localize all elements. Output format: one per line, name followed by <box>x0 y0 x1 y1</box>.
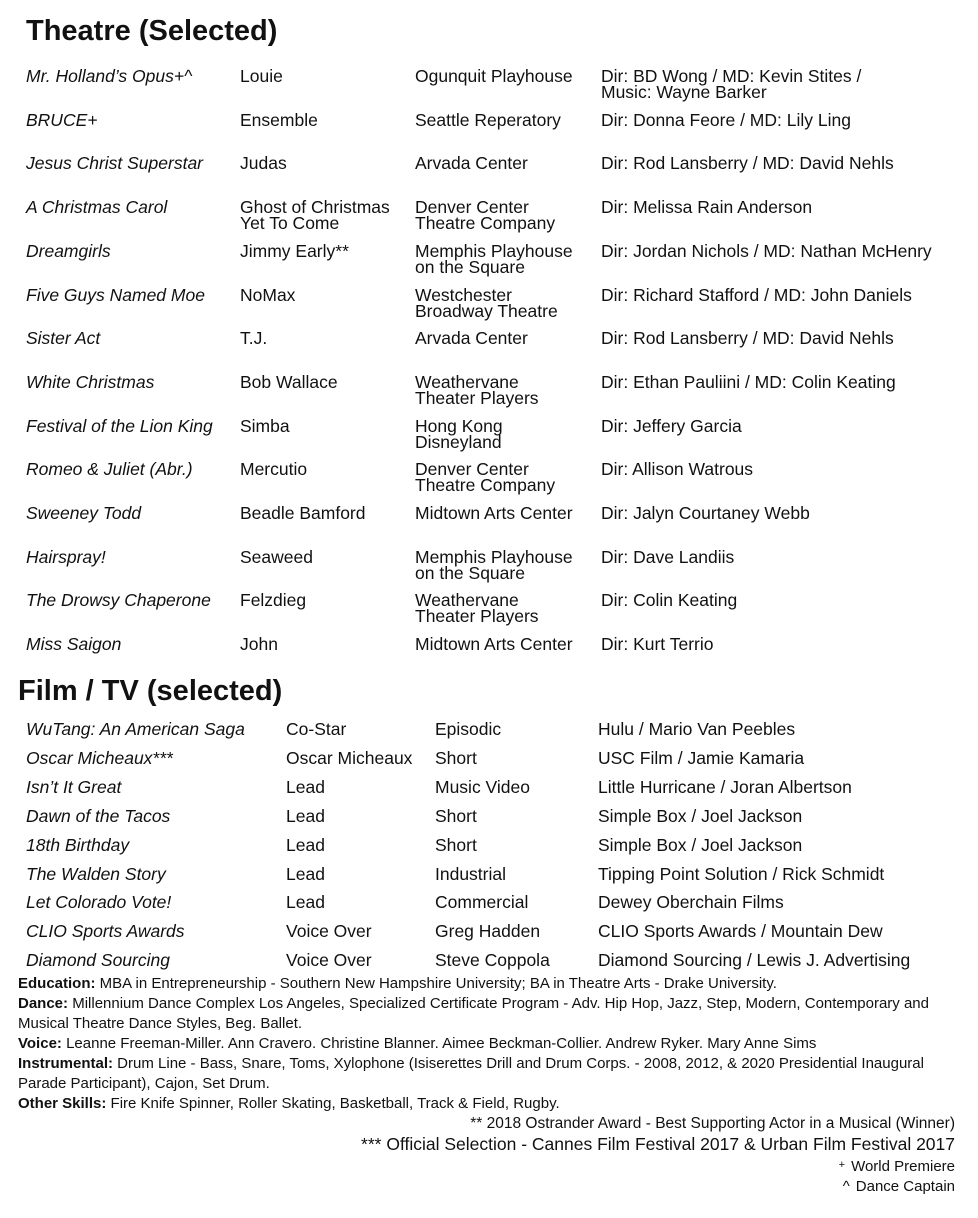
theatre-venue <box>415 590 595 627</box>
dance-captain-text: Dance Captain <box>855 1178 955 1195</box>
voice-line <box>18 1034 968 1054</box>
footnote-award: ** 2018 Ostrander Award - Best Supporting Actor in a Musical (Winner) <box>470 1115 955 1132</box>
theatre-credits <box>601 634 971 655</box>
instrumental-line <box>18 1054 968 1094</box>
theatre-credits-line: Dir: Allison Watrous <box>601 459 754 480</box>
film-type: Steve Coppola <box>435 950 550 971</box>
theatre-credits <box>601 153 971 174</box>
theatre-role <box>240 590 410 611</box>
theatre-show-title-line: Dreamgirls <box>26 240 111 261</box>
education-label: Education: <box>18 975 96 992</box>
theatre-show-title <box>26 505 141 521</box>
footnotes <box>361 1115 955 1197</box>
theatre-venue-line: on the Square <box>415 562 525 583</box>
theatre-venue-line: Midtown Arts Center <box>415 503 573 523</box>
education-line <box>18 974 968 994</box>
theatre-role-line: Beadle Bamford <box>240 503 366 523</box>
theatre-credits-line: Dir: Richard Stafford / MD: John Daniels <box>601 284 912 305</box>
film-role: Co-Star <box>286 719 347 739</box>
footnote-world-premiere <box>361 1155 955 1177</box>
theatre-credits-line: Dir: BD Wong / MD: Kevin Stites / <box>601 66 862 86</box>
world-premiere-text: World Premiere <box>851 1158 955 1175</box>
theatre-venue-line: Seattle Reperatory <box>415 109 561 130</box>
theatre-show-title-line: Miss Saigon <box>26 634 122 655</box>
film-type: Commercial <box>435 892 529 913</box>
theatre-credits <box>601 197 971 218</box>
theatre-credits <box>601 284 971 305</box>
theatre-show-title-line: Romeo & Juliet (Abr.) <box>26 459 193 480</box>
theatre-show-title-line: White Christmas <box>26 371 155 392</box>
theatre-venue <box>415 546 595 583</box>
film-type: Short <box>435 805 477 826</box>
theatre-show-title-line: Jesus Christ Superstar <box>26 153 204 174</box>
theatre-credits-line: Dir: Jordan Nichols / MD: Nathan McHenry <box>601 240 932 261</box>
instrumental-text: Drum Line - Bass, Snare, Toms, Xylophone (Isiserettes Drill and Drum Corps. - 2008, 2012, & 2020 Presidential Inaugural Parade Participant), Cajon, Set Drum. <box>18 1055 924 1092</box>
theatre-venue <box>415 505 595 521</box>
theatre-venue-line: Disneyland <box>415 431 502 452</box>
voice-label: Voice: <box>18 1035 62 1052</box>
theatre-show-title <box>26 590 211 611</box>
film-type: Greg Hadden <box>435 921 541 942</box>
film-credit: Little Hurricane / Joran Albertson <box>598 776 852 797</box>
theatre-credits <box>601 371 971 392</box>
theatre-venue-line: Weathervane <box>415 371 519 392</box>
film-credit: USC Film / Jamie Kamaria <box>598 747 805 768</box>
film-title: The Walden Story <box>26 863 166 884</box>
theatre-show-title-line: Mr. Holland’s Opus+^ <box>26 66 193 86</box>
theatre-show-title-line: Festival of the Lion King <box>26 415 213 436</box>
dance-text: Millennium Dance Complex Los Angeles, Specialized Certificate Program - Adv. Hip Hop, Jazz, Step, Modern, Contemporary and Musical Theatre Dance Styles, Beg. Ballet. <box>18 995 929 1032</box>
instrumental-label: Instrumental: <box>18 1055 114 1072</box>
theatre-venue-line: Denver Center <box>415 197 529 218</box>
theatre-role-line: Louie <box>240 66 283 86</box>
theatre-credits-line: Dir: Ethan Pauliini / MD: Colin Keating <box>601 371 896 392</box>
theatre-role-line: T.J. <box>240 328 268 349</box>
theatre-role <box>240 546 410 567</box>
theatre-show-title <box>26 415 213 436</box>
theatre-show-title-line: Five Guys Named Moe <box>26 284 205 305</box>
theatre-role-line: Bob Wallace <box>240 371 338 392</box>
theatre-role <box>240 240 410 261</box>
theatre-venue <box>415 328 595 349</box>
theatre-show-title <box>26 153 204 174</box>
theatre-role <box>240 328 410 349</box>
theatre-venue <box>415 371 595 408</box>
theatre-credits-line: Music: Wayne Barker <box>601 82 767 102</box>
theatre-credits <box>601 109 971 130</box>
theatre-show-title-line: Hairspray! <box>26 546 106 567</box>
theatre-role <box>240 197 410 234</box>
theatre-show-title <box>26 459 193 480</box>
theatre-show-title <box>26 634 122 655</box>
caret-symbol: ^ <box>842 1178 850 1195</box>
theatre-venue-line: on the Square <box>415 256 525 277</box>
theatre-role-line: NoMax <box>240 284 296 305</box>
theatre-venue <box>415 197 595 234</box>
film-title: Let Colorado Vote! <box>26 892 172 913</box>
film-title: Dawn of the Tacos <box>26 805 171 826</box>
theatre-credits-line: Dir: Rod Lansberry / MD: David Nehls <box>601 328 894 349</box>
film-title: Diamond Sourcing <box>26 950 170 971</box>
film-credit: Hulu / Mario Van Peebles <box>598 719 796 739</box>
theatre-venue-line: Westchester <box>415 284 512 305</box>
film-credit: Dewey Oberchain Films <box>598 892 784 913</box>
film-type: Episodic <box>435 719 502 739</box>
theatre-role-line: Simba <box>240 415 290 436</box>
theatre-show-title <box>26 197 168 218</box>
theatre-venue-line: Denver Center <box>415 459 529 480</box>
training-and-skills <box>18 974 968 1114</box>
theatre-venue-line: Arvada Center <box>415 328 528 349</box>
film-role: Lead <box>286 863 325 884</box>
film-title: CLIO Sports Awards <box>26 921 185 942</box>
theatre-role-line: John <box>240 634 278 655</box>
theatre-venue-line: Weathervane <box>415 590 519 611</box>
film-role: Oscar Micheaux <box>286 747 413 768</box>
theatre-venue-line: Theater Players <box>415 387 539 408</box>
theatre-venue-line: Theater Players <box>415 606 539 627</box>
theatre-show-title-line: The Drowsy Chaperone <box>26 590 211 611</box>
theatre-show-title <box>26 371 155 392</box>
film-type: Music Video <box>435 776 531 797</box>
theatre-credits <box>601 240 971 261</box>
film-title: 18th Birthday <box>26 834 130 855</box>
theatre-role <box>240 153 410 174</box>
film-type: Industrial <box>435 863 507 884</box>
theatre-venue-line: Ogunquit Playhouse <box>415 66 573 86</box>
theatre-venue-line: Theatre Company <box>415 213 556 234</box>
theatre-venue <box>415 240 595 277</box>
other-skills-text: Fire Knife Spinner, Roller Skating, Basketball, Track & Field, Rugby. <box>106 1095 560 1112</box>
theatre-role <box>240 284 410 305</box>
theatre-credits-line: Dir: Dave Landiis <box>601 546 735 567</box>
film-role: Lead <box>286 776 325 797</box>
theatre-show-title-line: Sister Act <box>26 328 101 349</box>
theatre-venue <box>415 415 595 452</box>
theatre-venue-line: Memphis Playhouse <box>415 240 573 261</box>
theatre-show-title-line: BRUCE+ <box>26 109 98 130</box>
film-type: Short <box>435 834 477 855</box>
theatre-venue <box>415 153 595 174</box>
film-role: Lead <box>286 805 325 826</box>
voice-text: Leanne Freeman-Miller. Ann Cravero. Christine Blanner. Aimee Beckman-Collier. Andrew Ryker. Mary Anne Sims <box>61 1035 817 1052</box>
theatre-credits-line: Dir: Jeffery Garcia <box>601 415 742 436</box>
theatre-role <box>240 505 410 521</box>
plus-symbol: + <box>838 1159 846 1171</box>
theatre-show-title <box>26 240 111 261</box>
theatre-venue <box>415 634 595 655</box>
theatre-show-title <box>26 328 101 349</box>
dance-label: Dance: <box>18 995 69 1012</box>
theatre-role-line: Felzdieg <box>240 590 307 611</box>
theatre-role <box>240 459 410 480</box>
theatre-role <box>240 371 410 392</box>
film-tv-section-heading: Film / TV (selected) <box>18 675 283 707</box>
other-skills-line <box>18 1094 968 1114</box>
theatre-role <box>240 415 410 436</box>
theatre-role <box>240 109 410 130</box>
theatre-venue <box>415 459 595 496</box>
theatre-section-heading: Theatre (Selected) <box>26 15 278 47</box>
film-role: Lead <box>286 892 325 913</box>
theatre-show-title <box>26 109 98 130</box>
footnote-dance-captain <box>361 1177 955 1197</box>
dance-line <box>18 994 968 1034</box>
theatre-credits-line: Dir: Colin Keating <box>601 590 738 611</box>
film-credit: Simple Box / Joel Jackson <box>598 805 803 826</box>
theatre-venue <box>415 109 595 130</box>
education-text: MBA in Entrepreneurship - Southern New Hampshire University; BA in Theatre Arts - Drake University. <box>95 975 777 992</box>
film-role: Voice Over <box>286 921 372 942</box>
theatre-credits <box>601 459 971 480</box>
theatre-venue-line: Midtown Arts Center <box>415 634 573 655</box>
theatre-credits <box>601 68 971 100</box>
theatre-show-title <box>26 546 106 567</box>
theatre-role-line: Jimmy Early** <box>240 240 349 261</box>
film-role: Voice Over <box>286 950 372 971</box>
film-title: Oscar Micheaux*** <box>26 747 173 768</box>
theatre-role-line: Ghost of Christmas <box>240 197 390 218</box>
theatre-show-title <box>26 284 205 305</box>
film-role: Lead <box>286 834 325 855</box>
theatre-role-line: Ensemble <box>240 109 318 130</box>
other-skills-label: Other Skills: <box>18 1095 107 1112</box>
theatre-venue-line: Hong Kong <box>415 415 503 436</box>
theatre-venue-line: Memphis Playhouse <box>415 546 573 567</box>
theatre-role-line: Judas <box>240 153 287 174</box>
theatre-role-line: Yet To Come <box>240 213 340 234</box>
theatre-credits-line: Dir: Donna Feore / MD: Lily Ling <box>601 109 851 130</box>
theatre-show-title-line: A Christmas Carol <box>26 197 168 218</box>
theatre-credits <box>601 328 971 349</box>
film-credit: Tipping Point Solution / Rick Schmidt <box>598 863 885 884</box>
theatre-show-title-line: Sweeney Todd <box>26 503 142 523</box>
theatre-show-title <box>26 68 192 84</box>
theatre-venue <box>415 68 595 84</box>
footnote-official-selection: *** Official Selection - Cannes Film Festival 2017 & Urban Film Festival 2017 <box>361 1134 955 1154</box>
theatre-credits <box>601 546 971 567</box>
film-credit: Simple Box / Joel Jackson <box>598 834 803 855</box>
theatre-venue-line: Theatre Company <box>415 475 556 496</box>
theatre-role <box>240 68 410 84</box>
theatre-credits-line: Dir: Jalyn Courtaney Webb <box>601 503 810 523</box>
theatre-credits <box>601 505 971 521</box>
theatre-role-line: Mercutio <box>240 459 308 480</box>
theatre-credits-line: Dir: Kurt Terrio <box>601 634 714 655</box>
theatre-role-line: Seaweed <box>240 546 313 567</box>
theatre-venue-line: Arvada Center <box>415 153 528 174</box>
film-title: WuTang: An American Saga <box>26 719 245 739</box>
theatre-credits-line: Dir: Rod Lansberry / MD: David Nehls <box>601 153 894 174</box>
film-credit: CLIO Sports Awards / Mountain Dew <box>598 921 883 942</box>
theatre-credits <box>601 590 971 611</box>
theatre-credits <box>601 415 971 436</box>
theatre-role <box>240 634 410 655</box>
theatre-venue-line: Broadway Theatre <box>415 300 558 321</box>
theatre-credits-line: Dir: Melissa Rain Anderson <box>601 197 813 218</box>
theatre-venue <box>415 284 595 321</box>
film-type: Short <box>435 747 477 768</box>
film-credit: Diamond Sourcing / Lewis J. Advertising <box>598 950 911 971</box>
film-title: Isn’t It Great <box>26 776 122 797</box>
